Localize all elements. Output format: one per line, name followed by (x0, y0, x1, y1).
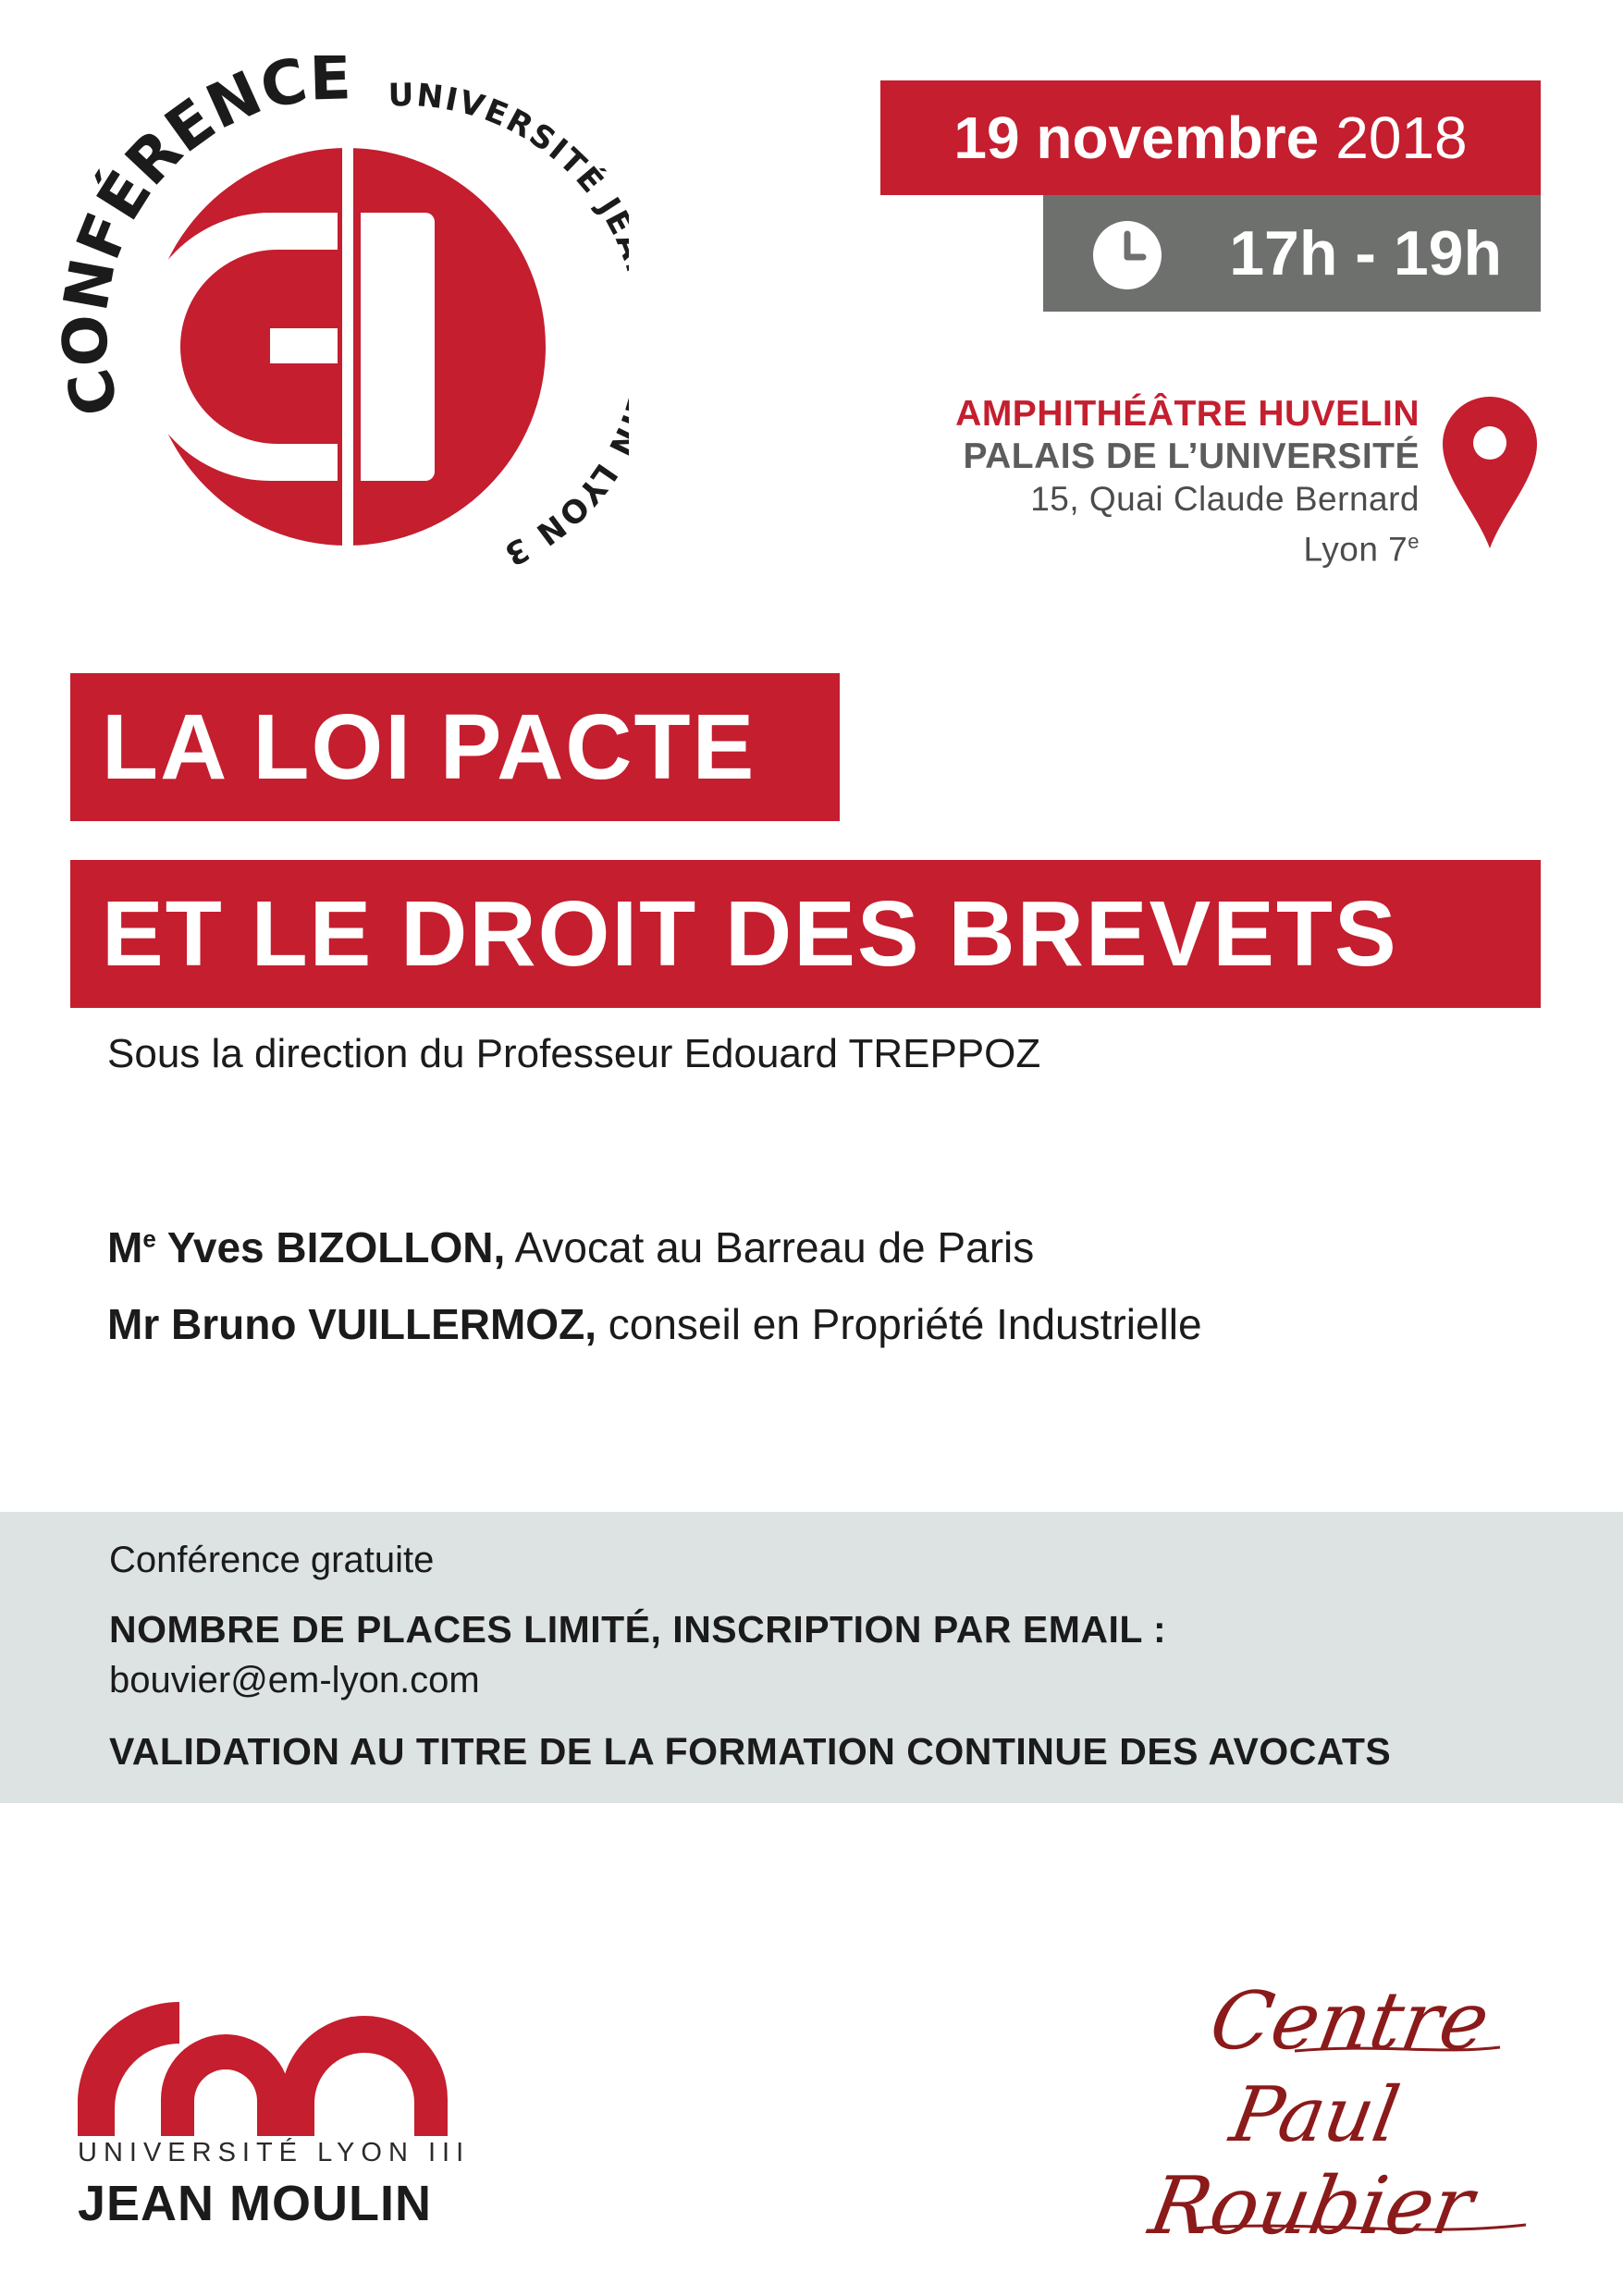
emblem-word: CONFÉRENCE (55, 55, 352, 424)
university-arcs-logo (78, 1997, 448, 2136)
event-date-day: 19 novembre (953, 104, 1320, 171)
event-date (880, 80, 1541, 195)
university-name-line-1: UNIVERSITÉ LYON III (78, 2138, 471, 2167)
university-name-line-2: JEAN MOULIN (78, 2176, 433, 2231)
roubier-word: Roubier (1143, 2160, 1481, 2247)
title-line-2: ET LE DROIT DES BREVETS (70, 860, 1541, 1008)
venue-room: AMPHITHÉÂTRE HUVELIN (955, 394, 1420, 434)
title-line-1: LA LOI PACTE (70, 673, 840, 821)
event-time (1043, 195, 1541, 312)
info-free: Conférence gratuite (109, 1540, 435, 1580)
map-pin-icon (1439, 393, 1541, 552)
event-time-text: 17h - 19h (1229, 218, 1502, 289)
venue (955, 393, 1420, 571)
speaker-2-name: Bruno VUILLERMOZ, (159, 1300, 596, 1348)
paul-word: Paul (1223, 2070, 1407, 2159)
centre-paul-roubier-logo (1137, 1970, 1544, 2247)
conference-emblem (55, 55, 629, 610)
info-email-link[interactable]: bouvier@em-lyon.com (109, 1660, 480, 1701)
info-registration: NOMBRE DE PLACES LIMITÉ, INSCRIPTION PAR EMAIL : (109, 1608, 1167, 1651)
info-band (0, 1512, 1623, 1803)
venue-street: 15, Quai Claude Bernard (1030, 480, 1420, 518)
venue-building: PALAIS DE L’UNIVERSITÉ (963, 436, 1420, 476)
venue-city: Lyon 7e (1303, 530, 1420, 569)
emblem-ring-text: UNIVERSITÉ J LYON 3 (387, 77, 629, 574)
speaker-1-name: Yves BIZOLLON, (155, 1223, 506, 1271)
info-validation: VALIDATION AU TITRE DE LA FORMATION CONTINUE DES AVOCATS (109, 1730, 1392, 1773)
centre-word: Centre (1203, 1975, 1496, 2068)
clock-icon (1091, 219, 1163, 291)
direction-text: Sous la direction du Professeur Edouard TREPPOZ (107, 1031, 1041, 1076)
university-logo (78, 1997, 471, 2238)
speaker-1: Me Yves BIZOLLON, Avocat au Barreau de Paris (107, 1223, 1035, 1271)
event-date-year: 2018 (1335, 104, 1468, 171)
speaker-2-role: conseil en Propriété Industrielle (596, 1300, 1202, 1348)
speaker-1-role: Avocat au Barreau de Paris (505, 1223, 1035, 1271)
speaker-2: Mr Bruno VUILLERMOZ, conseil en Propriété Industrielle (107, 1300, 1202, 1348)
